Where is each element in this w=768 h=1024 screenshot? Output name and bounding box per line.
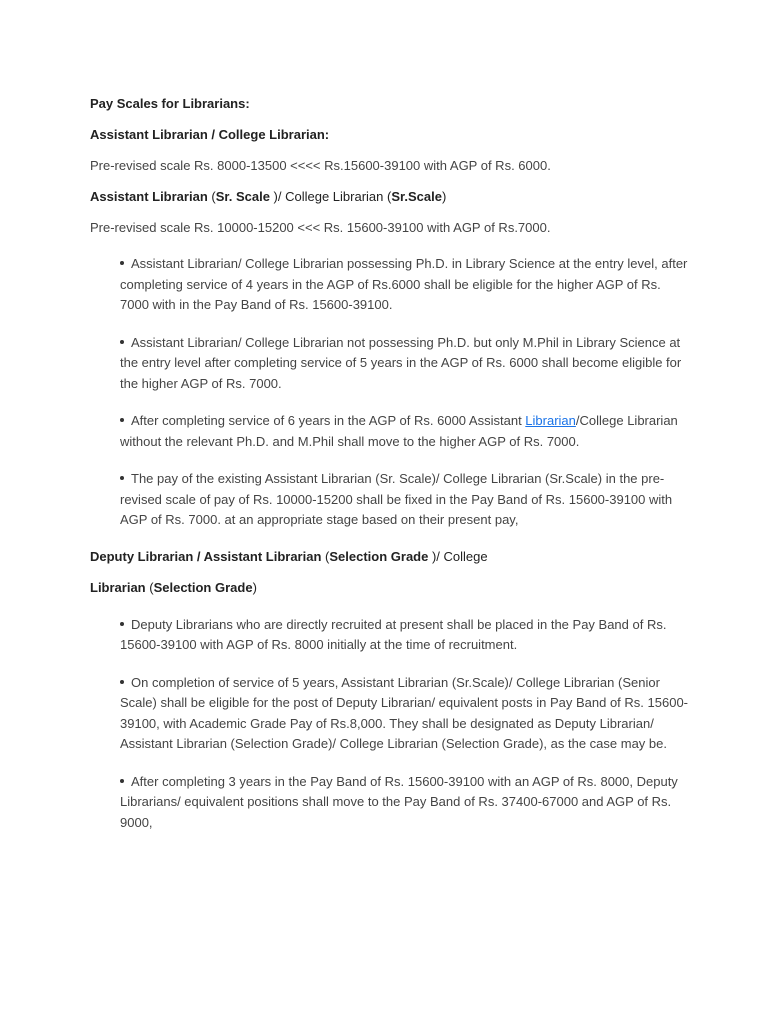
- list-item: [120, 772, 690, 834]
- section3-heading-part: ): [252, 579, 257, 595]
- list-item: [120, 333, 690, 395]
- list-item-text: /College Librarian without the relevant Ph.D. and M.Phil shall move to the higher AGP of Rs. 7000.: [120, 413, 678, 449]
- bullet-icon: [120, 680, 124, 684]
- bullet-icon: [120, 476, 124, 480]
- bullet-icon: [120, 418, 124, 422]
- list-item-text: Deputy Librarians who are directly recruited at present shall be placed in the Pay Band of Rs. 15600-39100 with AGP of Rs. 8000 initially at the time of recruitment.: [120, 616, 667, 652]
- section2-heading-part: ): [441, 189, 447, 204]
- section3-bullet-list: [90, 615, 690, 834]
- document-body: [90, 95, 690, 833]
- section3-heading-part: (: [321, 548, 330, 564]
- list-item: [120, 469, 690, 531]
- list-item: [120, 615, 690, 656]
- section3-heading-part: Selection Grade: [329, 548, 429, 564]
- section1-heading: Assistant Librarian / College Librarian:: [90, 127, 330, 142]
- librarian-link[interactable]: Librarian: [525, 413, 576, 428]
- section2-bullet-list: [90, 254, 690, 531]
- list-item-text: On completion of service of 5 years, Assistant Librarian (Sr.Scale)/ College Librarian (Senior Scale) shall be eligible for the post of Deputy Librarian/ equivalent posts in Pay Band of Rs. 15600-39100, with Academic Grade Pay of Rs.8,000. They shall be designated as Deputy Librarian/ Assistant Librarian (Selection Grade)/ College Librarian (Selection Grade), as the case may be.: [120, 674, 689, 751]
- bullet-icon: [120, 261, 124, 265]
- section2-text: Pre-revised scale Rs. 10000-15200 <<< Rs. 15600-39100 with AGP of Rs.7000.: [90, 220, 551, 235]
- section3-heading-part: Deputy Librarian / Assistant Librarian: [90, 548, 322, 564]
- section3-heading-line2: [90, 579, 690, 597]
- list-item-text: After completing service of 6 years in the AGP of Rs. 6000 Assistant: [131, 413, 526, 428]
- section3-heading-line1: [90, 548, 690, 566]
- list-item-text: Assistant Librarian/ College Librarian possessing Ph.D. in Library Science at the entry level, after completing service of 4 years in the AGP of Rs.6000 shall be eligible for the higher AGP of Rs. 7000 with in the Pay Band of Rs. 15600-39100.: [120, 256, 688, 312]
- bullet-icon: [120, 779, 124, 783]
- list-item-text: Assistant Librarian/ College Librarian not possessing Ph.D. but only M.Phil in Library Science at the entry level after completing service of 5 years in the AGP of Rs. 6000 shall become eligible for the higher AGP of Rs. 7000.: [120, 334, 682, 391]
- section2-heading-part: (: [207, 189, 216, 204]
- section2-heading: [90, 188, 690, 206]
- section3-heading-part: Librarian: [90, 579, 146, 595]
- section2-heading-part: Sr. Scale: [215, 189, 270, 204]
- list-item-text: After completing 3 years in the Pay Band of Rs. 15600-39100 with an AGP of Rs. 8000, Deputy Librarians/ equivalent positions shall move to the Pay Band of Rs. 37400-67000 and AGP of Rs. 9000,: [120, 773, 678, 830]
- section2-heading-part: Sr.Scale: [391, 189, 442, 204]
- list-item-text: The pay of the existing Assistant Librarian (Sr. Scale)/ College Librarian (Sr.Scale) in the pre-revised scale of pay of Rs. 10000-15200 shall be fixed in the Pay Band of Rs. 15600-39100 with AGP of Rs. 7000. at an appropriate stage based on their present pay,: [120, 471, 673, 527]
- section3-heading-part: Selection Grade: [153, 579, 253, 595]
- list-item: [120, 411, 690, 452]
- bullet-icon: [120, 340, 124, 344]
- bullet-icon: [120, 622, 124, 626]
- section2-heading-part: Assistant Librarian: [90, 189, 208, 204]
- document-title: Pay Scales for Librarians:: [90, 96, 250, 111]
- section2-heading-part: )/ College Librarian (: [269, 189, 392, 204]
- list-item: [120, 673, 690, 755]
- section3-heading-part: (: [145, 579, 154, 595]
- section1-text: Pre-revised scale Rs. 8000-13500 <<<< Rs.15600-39100 with AGP of Rs. 6000.: [90, 158, 551, 173]
- section3-heading-part: )/ College: [428, 548, 488, 564]
- list-item: [120, 254, 690, 316]
